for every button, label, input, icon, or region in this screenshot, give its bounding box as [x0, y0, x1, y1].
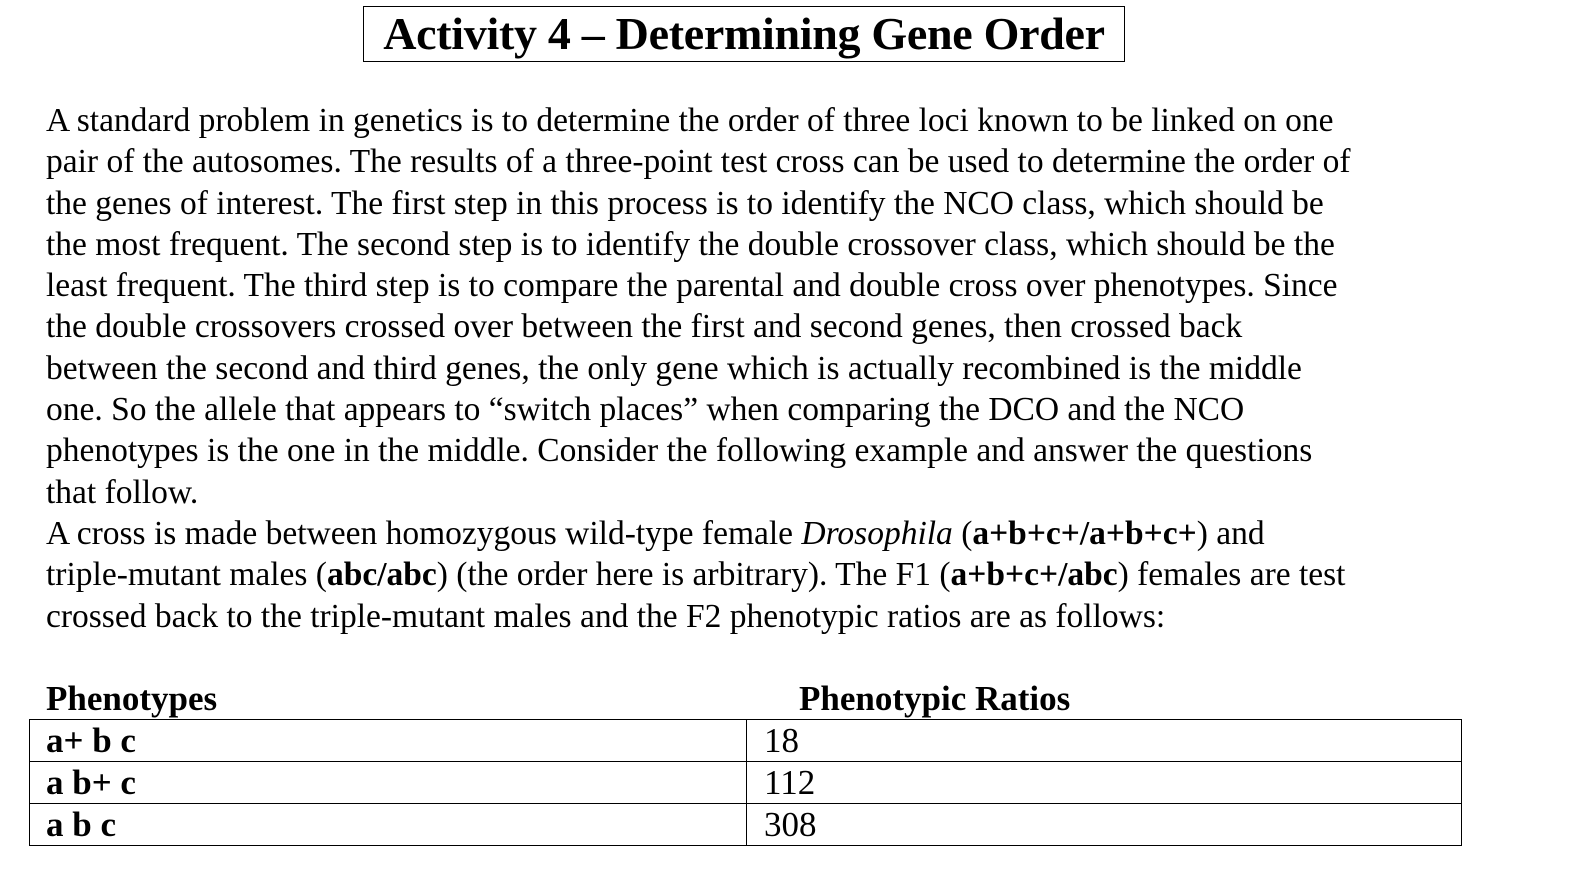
- genotype-female: a+b+c+/a+b+c+: [972, 514, 1197, 552]
- paragraph-line: A standard problem in genetics is to determine the order of three loci known to be linked on one: [46, 102, 1334, 139]
- title-box: [363, 6, 1125, 62]
- phenotype-table: [29, 719, 1462, 846]
- paragraph-line: pair of the autosomes. The results of a three-point test cross can be used to determine the order of: [46, 143, 1351, 181]
- phenotype-cell: a+ b c: [30, 720, 747, 762]
- genotype-f1: a+b+c+/abc: [950, 556, 1118, 594]
- paragraph-line: phenotypes is the one in the middle. Consider the following example and answer the questions: [46, 432, 1313, 470]
- paragraph-line: crossed back to the triple-mutant males and the F2 phenotypic ratios are as follows:: [46, 597, 1166, 635]
- paragraph-line: [46, 554, 1466, 595]
- text-run: A cross is made between homozygous wild-type female: [46, 514, 802, 552]
- paragraph-line: least frequent. The third step is to compare the parental and double cross over phenotypes. Since: [46, 267, 1338, 305]
- table-row: [30, 720, 1462, 762]
- cross-paragraph: [46, 513, 1466, 637]
- text-run: ) (the order here is arbitrary). The F1 (: [436, 556, 951, 594]
- paragraph-line: that follow.: [46, 473, 199, 511]
- header-phenotypes: Phenotypes: [46, 679, 218, 718]
- header-phenotypic-ratios: Phenotypic Ratios: [799, 679, 1071, 718]
- text-run: (: [952, 514, 973, 552]
- paragraph-line: the genes of interest. The first step in this process is to identify the NCO class, which should be: [46, 184, 1324, 222]
- paragraph-line: between the second and third genes, the only gene which is actually recombined is the middle: [46, 349, 1302, 387]
- text-run: triple-mutant males (: [46, 556, 327, 594]
- species-name: Drosophila: [801, 514, 953, 552]
- paragraph-line: the double crossovers crossed over between the first and second genes, then crossed back: [46, 308, 1243, 346]
- paragraph-line: [46, 513, 1466, 554]
- table-row: [30, 762, 1462, 804]
- table-row: [30, 804, 1462, 846]
- text-run: ) and: [1196, 514, 1265, 552]
- text-run: ) females are test: [1117, 556, 1346, 594]
- ratio-cell: 112: [747, 762, 1462, 804]
- phenotype-cell: a b c: [30, 804, 747, 846]
- paragraph-line: the most frequent. The second step is to identify the double crossover class, which should be the: [46, 225, 1335, 263]
- phenotype-cell: a b+ c: [30, 762, 747, 804]
- intro-paragraph: [46, 100, 1466, 513]
- page-title: Activity 4 – Determining Gene Order: [383, 8, 1105, 59]
- ratio-cell: 18: [747, 720, 1462, 762]
- paragraph-line: one. So the allele that appears to “switch places” when comparing the DCO and the NCO: [46, 391, 1245, 429]
- genotype-male: abc/abc: [326, 556, 437, 594]
- ratio-cell: 308: [747, 804, 1462, 846]
- body-text: [46, 100, 1466, 637]
